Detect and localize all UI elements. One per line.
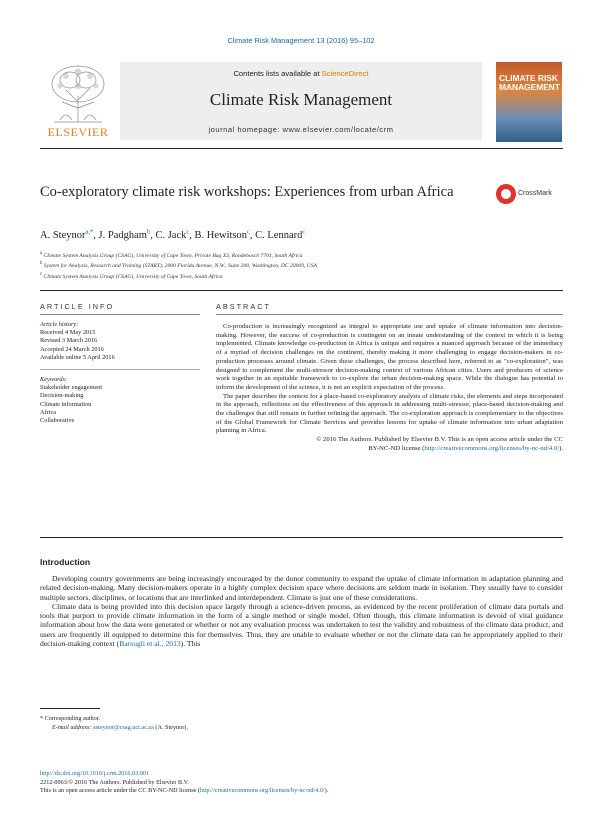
journal-homepage (120, 125, 482, 134)
affiliations (40, 250, 563, 281)
body-paragraph: Developing country governments are being increasingly encouraged by the donor community to expand the uptake of climate information in adaptation planning and related decision-making. Many decision-makers operate in a highly complex decision space where decisions are seldom made in isolation. They usually have to consider multiple sectors, disciplines, or locations that are interlinked and interdependent. Climate is just one of these considerations. (40, 574, 563, 602)
history-item: Revised 3 March 2016 (40, 337, 98, 345)
footnote-divider (40, 708, 100, 709)
affiliation-divider (40, 290, 563, 291)
sciencedirect-link[interactable]: ScienceDirect (321, 69, 369, 78)
abstract-heading: ABSTRACT (216, 302, 271, 311)
abstract-paragraph: The paper describes the context for a place-based co-exploratory analysis of climate risks, the elements and steps incorporated in the approach, reflections on the effectiveness of this approach in addressing multi-stressor, place-based decision-making and the challenges that still remain in further refining the approach. The co-exploration approach is complementary to the objectives of the Global Framework for Climate Services and provides lessons for uptake of climate information into urban adaptation planning in Africa. (216, 392, 563, 435)
keyword: Climate information (40, 400, 92, 408)
footnotes (40, 714, 563, 732)
email-link[interactable]: asteynor@csag.uct.ac.za (93, 724, 154, 731)
history-item: Accepted 24 March 2016 (40, 345, 104, 353)
keyword: Decision-making (40, 392, 84, 400)
crossmark-icon (496, 184, 516, 204)
body-paragraph: Climate data is being provided into this decision space largely through a science-driven process, as evidenced by the recent proliferation of climate data portals and tools that purport to provide climate information in the form of a single method or single model. Often though, this climate information is devoid of vital guidance information about how the data were generated or whether or not any evaluation process was undertaken to test the validity and robustness of the climate data product, and users are frequently ill equipped to determine this for themselves. Thus, they are unable to evaluate whether or not the climate data can be appropriately applied to their decision-making context (Barsugli et al., 2013). This (40, 601, 563, 649)
author[interactable]: B. Hewitson$^c$, (194, 228, 256, 241)
history-item: Received 4 May 2015 (40, 329, 96, 337)
journal-cover-thumbnail[interactable] (496, 62, 562, 142)
abstract-body (216, 323, 563, 454)
bottom-matter (40, 770, 563, 796)
affiliation: $^b$ System for Analysis, Research and Training (START), 2000 Florida Avenue, N.W., Suite 200, Washington, DC 20009, USA (40, 261, 318, 270)
info-divider (40, 314, 200, 315)
author[interactable]: A. Steynor$^{a,*}$, (40, 228, 99, 241)
keyword: Africa (40, 408, 57, 416)
article-info-heading: ARTICLE INFO (40, 302, 115, 311)
abstract-paragraph: Co-production is increasingly recognized as integral to appropriate use and uptake of climate information into decision-making. However, the success of co-production is contingent on an innate understanding of the context in which it is being implemented. Climate knowledge co-production in Africa is unique and requires a nuanced approach because of the immediacy of a myriad of decision challenges on the continent, thereby making it more challenging to engage decision-makers in co-production processes around climate. Given these challenges, the process described here, referred to as "co-exploration", was designed to complement the multi-stressor decision-making context of various African cities. Users and producers of science work together in an equitable framework to co-explore the urban decision-making space. While the dialogue has potential to inform the development of the science, it is not an explicit expectation of the process. (216, 323, 563, 391)
doi-link[interactable]: http://dx.doi.org/10.1016/j.crm.2016.03.001 (40, 770, 150, 777)
affiliation: $^a$ Climate System Analysis Group (CSAG), University of Cape Town, Private Bag X3, Rondebosch 7701, South Africa (40, 251, 303, 259)
article-info (40, 321, 200, 425)
open-access-line: This is an open access article under the CC BY-NC-ND license (http://creativecommons.org/licenses/by-nc-nd/4.0/). (40, 787, 329, 795)
keyword: Collaborative (40, 417, 75, 425)
cover-title: CLIMATE RISK MANAGEMENT (499, 73, 560, 92)
elsevier-tree-icon (40, 62, 116, 124)
email-note: E-mail address: asteynor@csag.uct.ac.za (A. Steynor). (52, 724, 188, 731)
issn-line: 2212-0963/© 2016 The Authors. Published by Elsevier B.V. (40, 778, 189, 786)
contents-line (120, 69, 482, 78)
elsevier-logo[interactable] (40, 62, 116, 142)
license-link[interactable]: http://creativecommons.org/licenses/by-nc-nd/4.0/ (424, 444, 560, 452)
abstract-divider (216, 314, 563, 315)
abstract-license-line: © 2016 The Authors. Published by Elsevier B.V. This is an open access article under the CC (316, 436, 563, 444)
keyword: Stakeholder engagement (40, 384, 103, 392)
homepage-prefix: journal homepage: (208, 125, 283, 134)
author[interactable]: C. Lennard$^c$ (255, 228, 306, 241)
history-item: Available online 5 April 2016 (40, 353, 115, 361)
contents-prefix: Contents lists available at (233, 69, 322, 78)
author-list (40, 228, 563, 241)
oa-license-link[interactable]: http://creativecommons.org/licenses/by-nc-nd/4.0/ (199, 787, 325, 795)
history-label: Article history: (40, 321, 79, 328)
corresponding-author-note: * Corresponding author. (40, 715, 100, 722)
header-divider (40, 148, 563, 149)
journal-header (40, 62, 563, 144)
abstract-bottom-divider (40, 537, 563, 538)
homepage-link[interactable]: www.elsevier.com/locate/crm (282, 125, 394, 134)
journal-reference[interactable]: Climate Risk Management 13 (2016) 95–102 (227, 36, 375, 45)
introduction-body (40, 574, 563, 648)
author[interactable]: C. Jack$^c$, (155, 228, 195, 241)
article-title: Co-exploratory climate risk workshops: Experiences from urban Africa (40, 184, 454, 200)
author[interactable]: J. Padgham$^b$, (98, 228, 156, 241)
journal-title: Climate Risk Management (209, 90, 393, 109)
crossmark-label: CrossMark (518, 190, 552, 197)
abstract-license: BY-NC-ND license (http://creativecommons.org/licenses/by-nc-nd/4.0/). (368, 444, 563, 452)
section-heading-introduction: Introduction (40, 557, 91, 567)
affiliation: $^c$ Climate System Analysis Group (CSAG), University of Cape Town, South Africa (40, 271, 223, 280)
keywords-divider (40, 369, 200, 370)
citation-link[interactable]: Barsugli et al., 2013 (119, 639, 181, 649)
crossmark-badge[interactable] (496, 184, 566, 206)
keywords-label: Keywords: (40, 376, 68, 384)
elsevier-wordmark: ELSEVIER (47, 125, 109, 139)
